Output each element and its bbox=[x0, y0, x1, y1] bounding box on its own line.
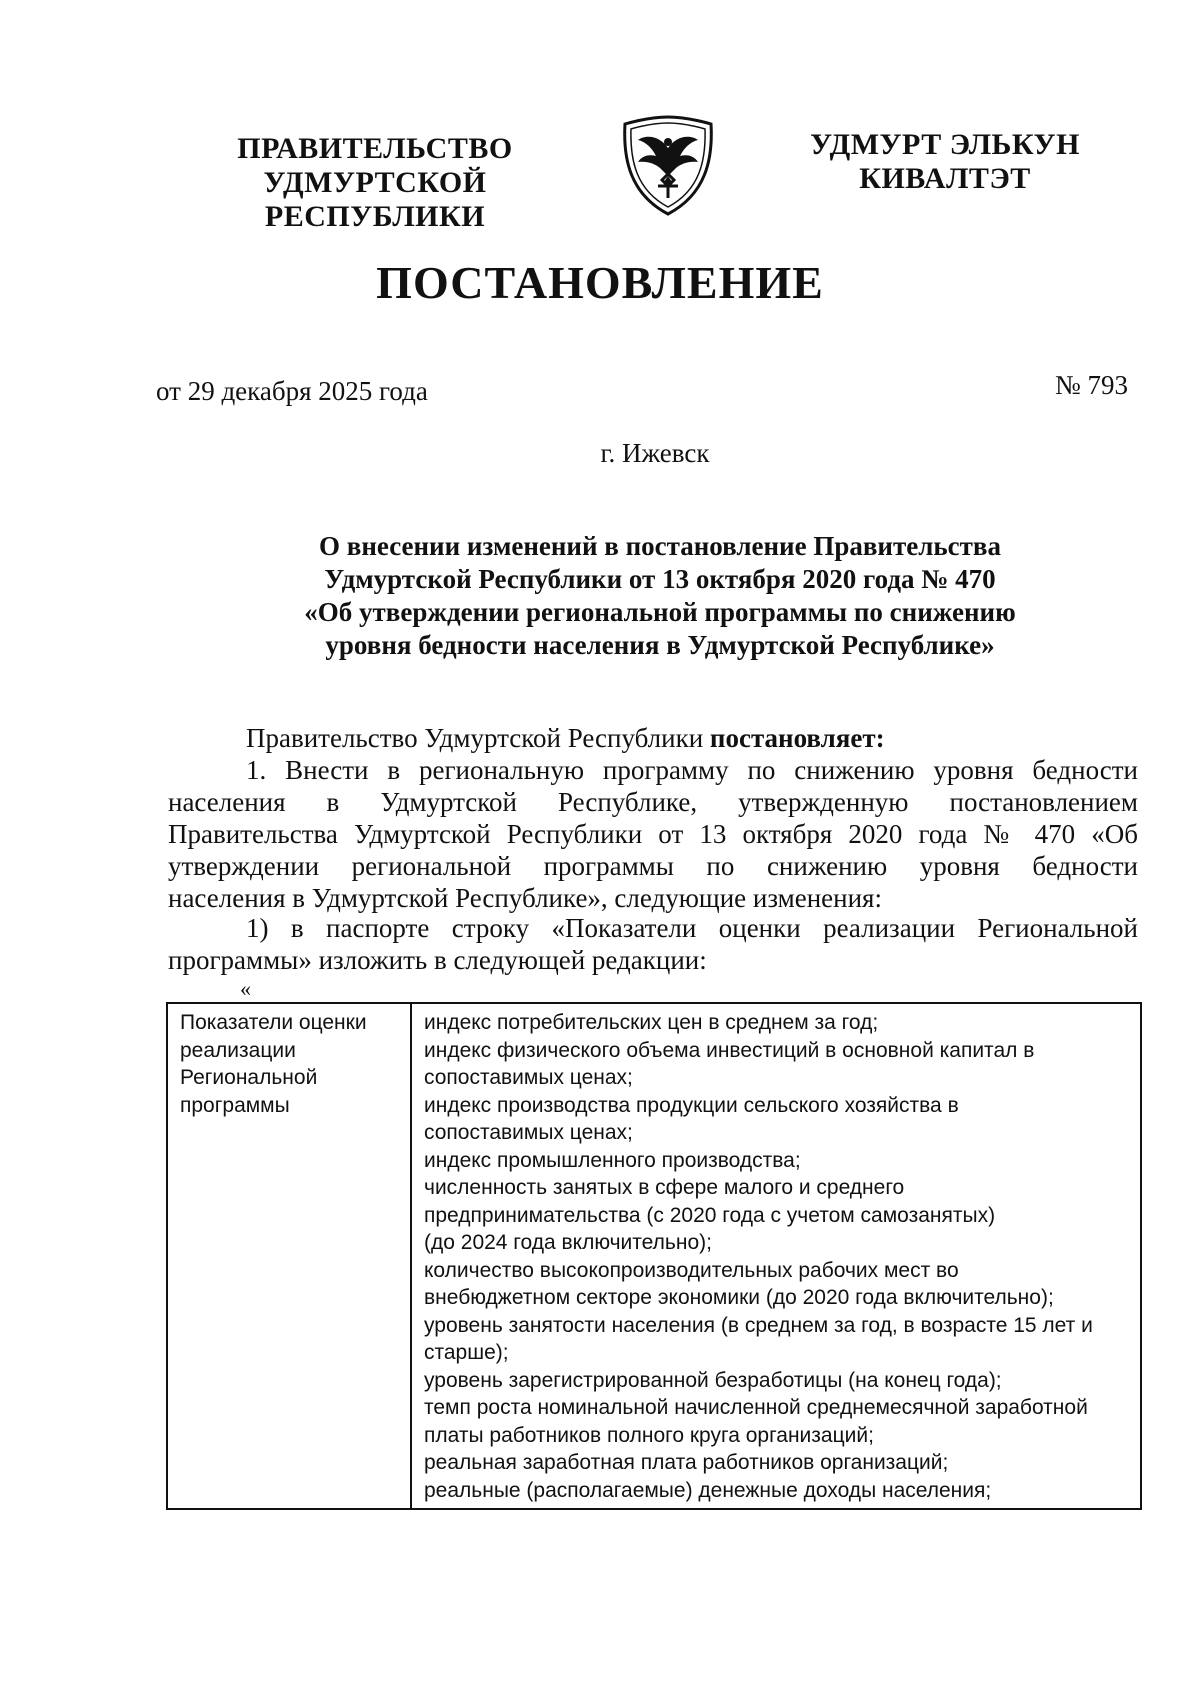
issuer-udmurt-line-2: КИВАЛТЭТ bbox=[859, 162, 1031, 195]
paragraph-line: населения в Удмуртской Республике», следующие изменения: bbox=[168, 883, 882, 913]
indicator-line: предпринимательства (с 2020 года с учетом самозанятых) bbox=[424, 1203, 996, 1227]
indicator-line: сопоставимых ценах; bbox=[424, 1121, 633, 1144]
issuer-line-2: УДМУРТСКОЙ РЕСПУБЛИКИ bbox=[263, 166, 487, 233]
indicator-line: внебюджетном секторе экономики (до 2020 года включительно); bbox=[424, 1286, 1054, 1309]
document-date: от 29 декабря 2025 года bbox=[156, 376, 428, 406]
issuer-name-udmurt bbox=[780, 128, 1110, 196]
header-cell-line: реализации bbox=[180, 1038, 296, 1062]
paragraph-line: 1. Внести в региональную программу по снижению уровня бедности bbox=[246, 755, 1138, 785]
table-row bbox=[167, 1003, 1141, 1509]
indicator-line: уровень занятости населения (в среднем за год, в возрасте 15 лет и bbox=[424, 1313, 1093, 1337]
paragraph-line: 1) в паспорте строку «Показатели оценки реализации Региональной bbox=[246, 913, 1138, 943]
subject-line: О внесении изменений в постановление Правительства bbox=[319, 531, 1001, 561]
opening-quote-mark: « bbox=[240, 976, 251, 1001]
subject-line: Удмуртской Республики от 13 октября 2020 года № 470 bbox=[324, 564, 996, 594]
indicator-line: индекс производства продукции сельского хозяйства в bbox=[424, 1093, 959, 1117]
paragraph-line: утверждении региональной программы по снижению уровня бедности bbox=[168, 851, 1138, 881]
header-cell-line: Показатели оценки bbox=[180, 1011, 367, 1034]
intro-paragraph bbox=[168, 722, 1138, 754]
indicator-line: количество высокопроизводительных рабочих мест во bbox=[424, 1258, 959, 1282]
indicator-line: (до 2024 года включительно); bbox=[424, 1231, 712, 1254]
document-title: ПОСТАНОВЛЕНИЕ bbox=[376, 257, 824, 308]
passport-table bbox=[166, 1002, 1142, 1510]
indicator-line: индекс физического объема инвестиций в основной капитал в bbox=[424, 1038, 1035, 1062]
paragraph-line: программы» изложить в следующей редакции: bbox=[168, 945, 707, 975]
indicator-line: уровень зарегистрированной безработицы (на конец года); bbox=[424, 1368, 1002, 1392]
indicator-line: реальные (располагаемые) денежные доходы населения; bbox=[424, 1478, 992, 1502]
header-cell-line: программы bbox=[180, 1093, 290, 1117]
document-subject bbox=[200, 530, 1120, 662]
paragraph-line: Правительства Удмуртской Республики от 13 октября 2020 года № 470 «Об bbox=[168, 819, 1138, 849]
intro-text: Правительство Удмуртской Республики bbox=[246, 723, 710, 753]
indicator-line: платы работников полного круга организаций; bbox=[424, 1423, 874, 1447]
indicator-line: старше); bbox=[424, 1341, 509, 1364]
indicator-line: индекс потребительских цен в среднем за год; bbox=[424, 1011, 879, 1034]
table-header-cell bbox=[167, 1003, 411, 1509]
subject-line: уровня бедности населения в Удмуртской Республике» bbox=[325, 630, 995, 660]
document-number: № 793 bbox=[1055, 370, 1129, 400]
intro-bold-verb: постановляет: bbox=[709, 723, 885, 753]
subject-line: «Об утверждении региональной программы по снижению bbox=[304, 597, 1016, 627]
issuer-udmurt-line-1: УДМУРТ ЭЛЬКУН bbox=[810, 128, 1080, 161]
indicator-line: реальная заработная плата работников организаций; bbox=[424, 1451, 949, 1474]
issuer-line-1: ПРАВИТЕЛЬСТВО bbox=[237, 132, 513, 165]
paragraph-2 bbox=[168, 912, 1138, 976]
indicator-line: индекс промышленного производства; bbox=[424, 1148, 801, 1172]
indicator-line: сопоставимых ценах; bbox=[424, 1066, 633, 1089]
udmurt-coat-of-arms-icon bbox=[618, 114, 718, 218]
header-cell-line: Региональной bbox=[180, 1066, 318, 1089]
document-city: г. Ижевск bbox=[600, 438, 710, 468]
table-content-cell bbox=[411, 1003, 1141, 1509]
paragraph-line: населения в Удмуртской Республике, утвержденную постановлением bbox=[168, 787, 1138, 817]
issuer-name-russian bbox=[150, 132, 600, 234]
indicator-line: темп роста номинальной начисленной среднемесячной заработной bbox=[424, 1396, 1088, 1419]
indicator-line: численность занятых в сфере малого и среднего bbox=[424, 1176, 905, 1199]
paragraph-1 bbox=[168, 754, 1138, 914]
